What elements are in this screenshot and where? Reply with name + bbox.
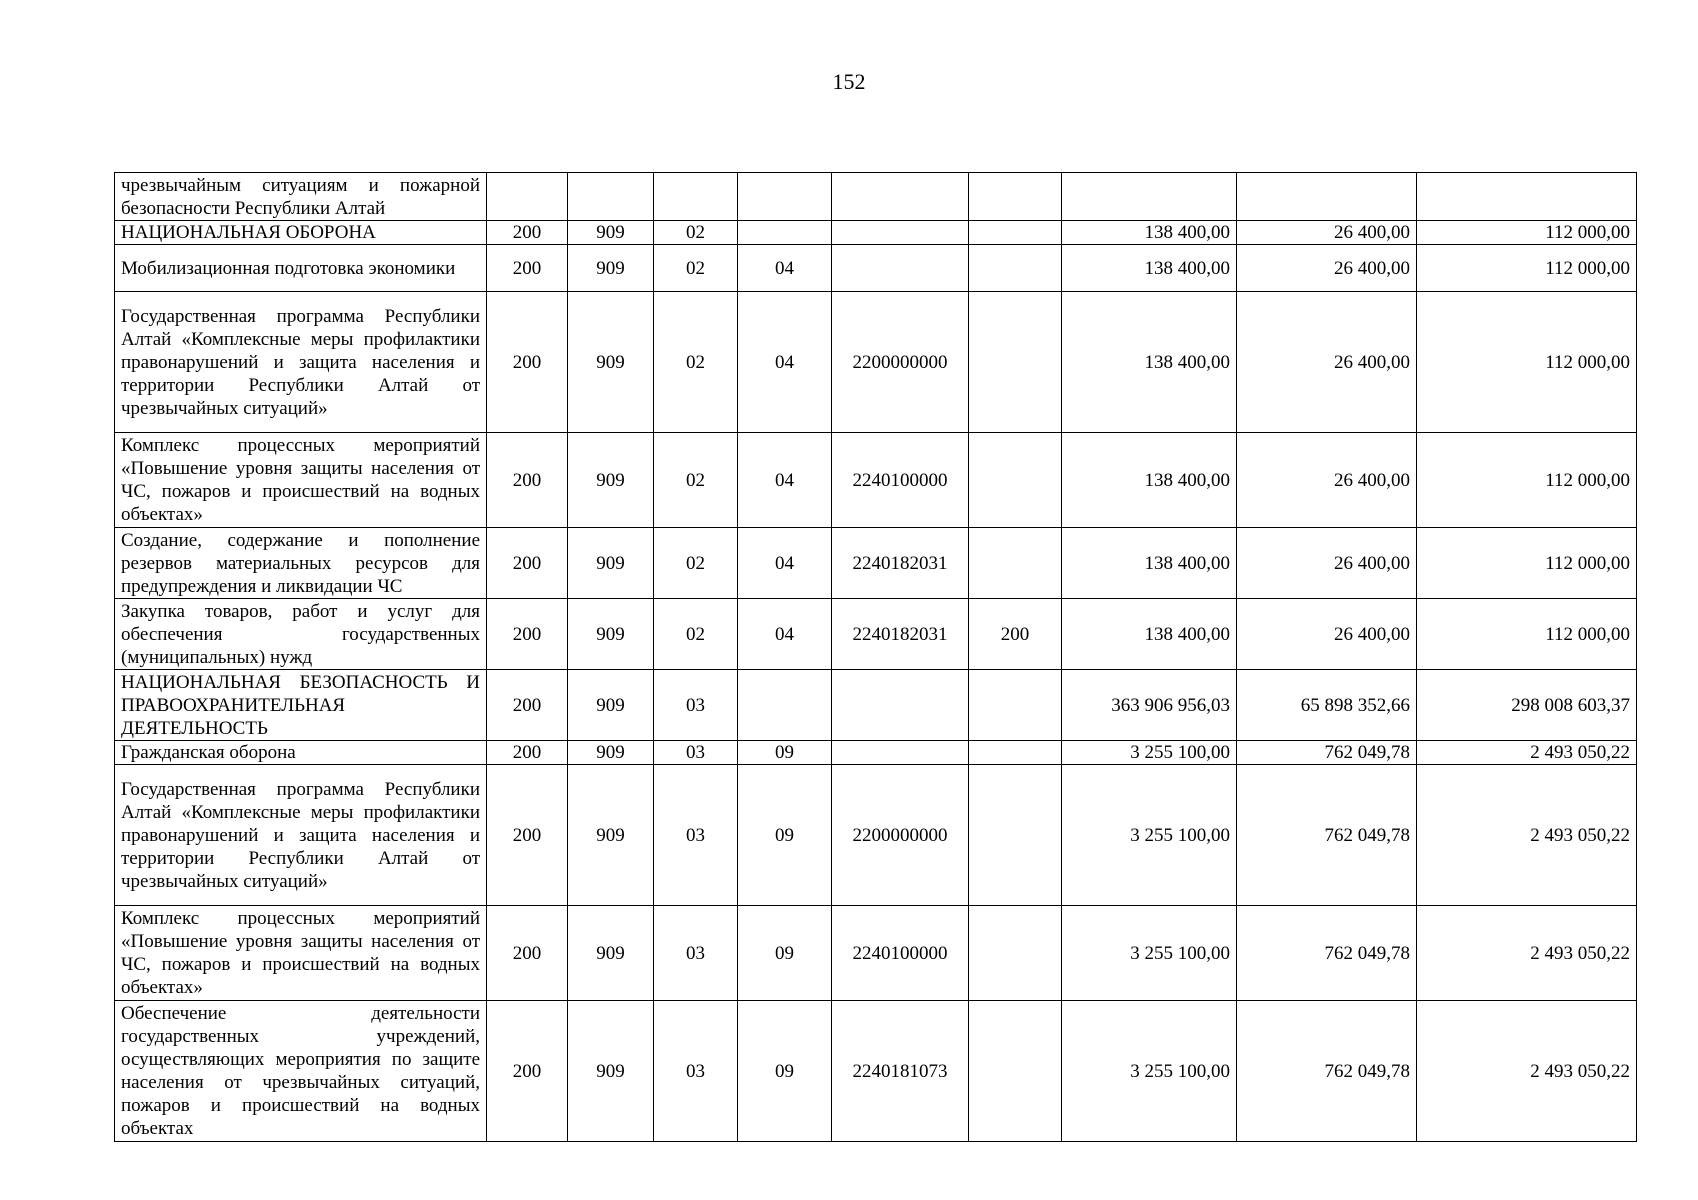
row-name: Государственная программа Республики Алтай «Комплексные меры профилактики правонарушений и защита населения и территории Республики Алтай от чрезвычайных ситуаций» xyxy=(115,765,487,906)
csr-code: 2240181073 xyxy=(832,1001,969,1142)
table-row xyxy=(115,221,1637,245)
csr-code: 2200000000 xyxy=(832,765,969,906)
grbs-code: 200 xyxy=(487,221,568,245)
csr-code xyxy=(832,670,969,741)
total-amount: 3 255 100,00 xyxy=(1062,906,1237,1001)
total-amount: 138 400,00 xyxy=(1062,221,1237,245)
amount-1: 26 400,00 xyxy=(1237,433,1417,528)
rz-code: 03 xyxy=(654,765,738,906)
row-name: НАЦИОНАЛЬНАЯ БЕЗОПАСНОСТЬ И ПРАВООХРАНИТЕЛЬНАЯ ДЕЯТЕЛЬНОСТЬ xyxy=(115,670,487,741)
vr-code xyxy=(969,528,1062,599)
rz-code: 03 xyxy=(654,1001,738,1142)
table-row xyxy=(115,599,1637,670)
total-amount: 138 400,00 xyxy=(1062,599,1237,670)
amount-1: 26 400,00 xyxy=(1237,221,1417,245)
row-name: НАЦИОНАЛЬНАЯ ОБОРОНА xyxy=(115,221,487,245)
amount-2: 112 000,00 xyxy=(1417,245,1637,292)
amount-2: 298 008 603,37 xyxy=(1417,670,1637,741)
row-name: Создание, содержание и пополнение резервов материальных ресурсов для предупреждения и ликвидации ЧС xyxy=(115,528,487,599)
vr-code: 200 xyxy=(969,599,1062,670)
amount-2: 112 000,00 xyxy=(1417,433,1637,528)
csr-code xyxy=(832,173,969,221)
ved-code: 909 xyxy=(568,765,654,906)
vr-code xyxy=(969,741,1062,765)
amount-1: 762 049,78 xyxy=(1237,741,1417,765)
csr-code: 2240100000 xyxy=(832,906,969,1001)
table-row xyxy=(115,906,1637,1001)
row-name: Закупка товаров, работ и услуг для обеспечения государственных (муниципальных) нужд xyxy=(115,599,487,670)
grbs-code: 200 xyxy=(487,433,568,528)
grbs-code: 200 xyxy=(487,670,568,741)
total-amount: 138 400,00 xyxy=(1062,528,1237,599)
rz-code: 02 xyxy=(654,245,738,292)
rz-code: 03 xyxy=(654,670,738,741)
csr-code xyxy=(832,221,969,245)
amount-1: 26 400,00 xyxy=(1237,599,1417,670)
amount-2: 112 000,00 xyxy=(1417,221,1637,245)
pr-code xyxy=(738,221,832,245)
pr-code: 04 xyxy=(738,433,832,528)
row-name: Мобилизационная подготовка экономики xyxy=(115,245,487,292)
amount-1: 762 049,78 xyxy=(1237,1001,1417,1142)
grbs-code: 200 xyxy=(487,765,568,906)
total-amount: 138 400,00 xyxy=(1062,245,1237,292)
grbs-code: 200 xyxy=(487,741,568,765)
grbs-code xyxy=(487,173,568,221)
ved-code: 909 xyxy=(568,741,654,765)
total-amount: 3 255 100,00 xyxy=(1062,741,1237,765)
amount-2: 2 493 050,22 xyxy=(1417,906,1637,1001)
csr-code: 2240182031 xyxy=(832,528,969,599)
total-amount xyxy=(1062,173,1237,221)
csr-code: 2200000000 xyxy=(832,292,969,433)
grbs-code: 200 xyxy=(487,528,568,599)
table-row xyxy=(115,765,1637,906)
grbs-code: 200 xyxy=(487,245,568,292)
table-row xyxy=(115,173,1637,221)
ved-code: 909 xyxy=(568,528,654,599)
rz-code: 02 xyxy=(654,221,738,245)
row-name: Обеспечение деятельности государственных учреждений, осуществляющих мероприятия по защите населения от чрезвычайных ситуаций, пожаров и происшествий на водных объектах xyxy=(115,1001,487,1142)
pr-code xyxy=(738,670,832,741)
table-row xyxy=(115,292,1637,433)
ved-code: 909 xyxy=(568,292,654,433)
total-amount: 3 255 100,00 xyxy=(1062,1001,1237,1142)
grbs-code: 200 xyxy=(487,599,568,670)
rz-code: 02 xyxy=(654,292,738,433)
ved-code: 909 xyxy=(568,1001,654,1142)
pr-code: 09 xyxy=(738,1001,832,1142)
ved-code: 909 xyxy=(568,906,654,1001)
ved-code xyxy=(568,173,654,221)
rz-code: 02 xyxy=(654,433,738,528)
csr-code: 2240182031 xyxy=(832,599,969,670)
rz-code xyxy=(654,173,738,221)
csr-code: 2240100000 xyxy=(832,433,969,528)
amount-1: 26 400,00 xyxy=(1237,245,1417,292)
pr-code: 09 xyxy=(738,741,832,765)
row-name: Гражданская оборона xyxy=(115,741,487,765)
vr-code xyxy=(969,670,1062,741)
ved-code: 909 xyxy=(568,245,654,292)
pr-code: 09 xyxy=(738,765,832,906)
vr-code xyxy=(969,765,1062,906)
table-row xyxy=(115,528,1637,599)
amount-1: 762 049,78 xyxy=(1237,765,1417,906)
pr-code: 04 xyxy=(738,292,832,433)
amount-2: 2 493 050,22 xyxy=(1417,1001,1637,1142)
ved-code: 909 xyxy=(568,599,654,670)
amount-2: 112 000,00 xyxy=(1417,599,1637,670)
pr-code: 04 xyxy=(738,599,832,670)
amount-1: 762 049,78 xyxy=(1237,906,1417,1001)
vr-code xyxy=(969,173,1062,221)
pr-code: 09 xyxy=(738,906,832,1001)
table-row xyxy=(115,670,1637,741)
total-amount: 3 255 100,00 xyxy=(1062,765,1237,906)
row-name: чрезвычайным ситуациям и пожарной безопасности Республики Алтай xyxy=(115,173,487,221)
vr-code xyxy=(969,1001,1062,1142)
vr-code xyxy=(969,906,1062,1001)
csr-code xyxy=(832,741,969,765)
vr-code xyxy=(969,292,1062,433)
page-number: 152 xyxy=(832,69,866,94)
amount-2: 2 493 050,22 xyxy=(1417,741,1637,765)
row-name: Комплекс процессных мероприятий «Повышение уровня защиты населения от ЧС, пожаров и происшествий на водных объектах» xyxy=(115,906,487,1001)
total-amount: 138 400,00 xyxy=(1062,292,1237,433)
total-amount: 138 400,00 xyxy=(1062,433,1237,528)
rz-code: 03 xyxy=(654,906,738,1001)
rz-code: 02 xyxy=(654,599,738,670)
vr-code xyxy=(969,245,1062,292)
csr-code xyxy=(832,245,969,292)
amount-1: 26 400,00 xyxy=(1237,292,1417,433)
ved-code: 909 xyxy=(568,221,654,245)
amount-2: 112 000,00 xyxy=(1417,528,1637,599)
budget-table xyxy=(114,172,1637,1142)
pr-code xyxy=(738,173,832,221)
grbs-code: 200 xyxy=(487,906,568,1001)
table-row xyxy=(115,741,1637,765)
amount-2 xyxy=(1417,173,1637,221)
vr-code xyxy=(969,221,1062,245)
total-amount: 363 906 956,03 xyxy=(1062,670,1237,741)
row-name: Государственная программа Республики Алтай «Комплексные меры профилактики правонарушений и защита населения и территории Республики Алтай от чрезвычайных ситуаций» xyxy=(115,292,487,433)
amount-2: 112 000,00 xyxy=(1417,292,1637,433)
amount-1: 26 400,00 xyxy=(1237,528,1417,599)
grbs-code: 200 xyxy=(487,1001,568,1142)
table-row xyxy=(115,433,1637,528)
grbs-code: 200 xyxy=(487,292,568,433)
amount-2: 2 493 050,22 xyxy=(1417,765,1637,906)
amount-1: 65 898 352,66 xyxy=(1237,670,1417,741)
ved-code: 909 xyxy=(568,433,654,528)
row-name: Комплекс процессных мероприятий «Повышение уровня защиты населения от ЧС, пожаров и происшествий на водных объектах» xyxy=(115,433,487,528)
pr-code: 04 xyxy=(738,245,832,292)
amount-1 xyxy=(1237,173,1417,221)
pr-code: 04 xyxy=(738,528,832,599)
vr-code xyxy=(969,433,1062,528)
rz-code: 02 xyxy=(654,528,738,599)
table-row xyxy=(115,1001,1637,1142)
table-row xyxy=(115,245,1637,292)
rz-code: 03 xyxy=(654,741,738,765)
ved-code: 909 xyxy=(568,670,654,741)
